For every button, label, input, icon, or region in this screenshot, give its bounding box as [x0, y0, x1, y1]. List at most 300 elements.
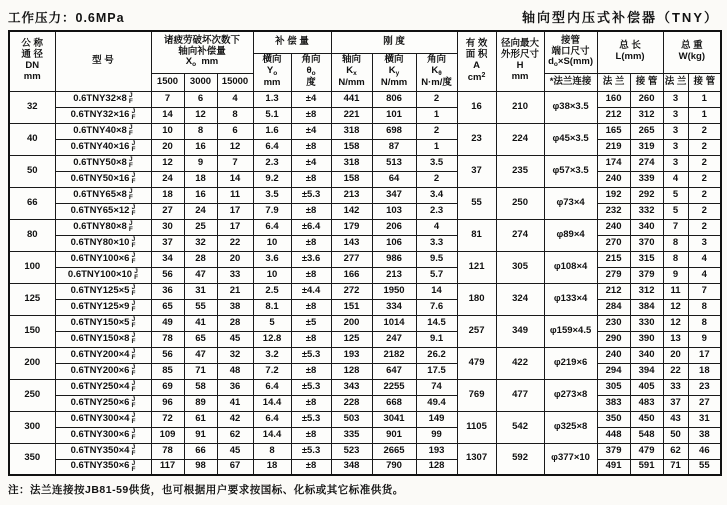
cell-y0: 18 [253, 459, 291, 475]
model-variant-mark [129, 157, 133, 169]
cell-ky: 3041 [372, 411, 416, 427]
model-variant-mark [131, 205, 135, 217]
cell-x1500: 36 [151, 283, 184, 299]
cell-y0: 12.8 [253, 331, 291, 347]
cell-x15000: 21 [217, 283, 253, 299]
model-variant-top: J [131, 108, 136, 115]
cell-x3000: 55 [184, 299, 217, 315]
cell-x15000: 14 [217, 171, 253, 187]
model-text: 0.6TNY40×16 [70, 140, 130, 152]
cell-ktheta: 2 [416, 171, 457, 187]
cell-model [55, 443, 151, 459]
model-variant-top: J [131, 316, 136, 323]
cell-pipe-end-size: φ219×6 [544, 347, 597, 379]
cell-radial-max-size: 592 [496, 443, 544, 475]
th-cycles-1500: 1500 [151, 73, 184, 91]
table-row [9, 427, 721, 443]
model-variant-bottom: F [131, 338, 136, 345]
cell-l-flange: 212 [597, 107, 630, 123]
model-variant-mark [131, 397, 135, 409]
model-variant-mark [131, 413, 135, 425]
cell-l-pipe: 483 [630, 395, 663, 411]
cell-ktheta: 2 [416, 123, 457, 139]
model-variant-bottom: F [131, 370, 136, 377]
cell-pipe-end-size: φ273×8 [544, 379, 597, 411]
cell-x3000: 6 [184, 91, 217, 107]
cell-kx: 335 [331, 427, 372, 443]
cell-l-flange: 279 [597, 267, 630, 283]
cell-ktheta: 17.5 [416, 363, 457, 379]
cell-dn: 100 [9, 251, 55, 283]
model-variant-bottom: F [131, 322, 136, 329]
model-variant-top: J [131, 412, 136, 419]
cell-ktheta: 7.6 [416, 299, 457, 315]
cell-l-pipe: 312 [630, 107, 663, 123]
cell-l-flange: 284 [597, 299, 630, 315]
th-stiffness-group: 刚 度 [331, 31, 457, 53]
cell-y0: 2.5 [253, 283, 291, 299]
model-text: 0.6TNY100×10 [67, 268, 133, 280]
cell-model [55, 219, 151, 235]
cell-x15000: 4 [217, 91, 253, 107]
table-row [9, 443, 721, 459]
th-cycles-3000: 3000 [184, 73, 217, 91]
cell-l-flange: 240 [597, 219, 630, 235]
cell-x3000: 98 [184, 459, 217, 475]
cell-x1500: 12 [151, 155, 184, 171]
cell-w-pipe: 31 [688, 411, 721, 427]
model-text: 0.6TNY125×5 [70, 284, 130, 296]
cell-y0: 8 [253, 443, 291, 459]
cell-theta0: ±3.6 [291, 251, 331, 267]
cell-kx: 158 [331, 171, 372, 187]
cell-w-pipe: 7 [688, 283, 721, 299]
model-text: 0.6TNY250×4 [70, 380, 130, 392]
cell-x1500: 20 [151, 139, 184, 155]
cell-w-flange: 9 [663, 267, 688, 283]
cell-model [55, 123, 151, 139]
table-row [9, 139, 721, 155]
table-row [9, 347, 721, 363]
cell-ky: 1950 [372, 283, 416, 299]
th-dn: 公 称 通 径 DN mm [9, 31, 55, 91]
cell-l-pipe: 292 [630, 187, 663, 203]
cell-x3000: 41 [184, 315, 217, 331]
model-variant-bottom: F [134, 274, 139, 281]
cell-x3000: 32 [184, 235, 217, 251]
cell-w-pipe: 8 [688, 315, 721, 331]
cell-y0: 7.2 [253, 363, 291, 379]
cell-w-flange: 3 [663, 91, 688, 107]
table-header [9, 31, 721, 91]
cell-kx: 193 [331, 347, 372, 363]
model-text: 0.6TNY350×6 [70, 460, 130, 472]
cell-pipe-end-size: φ377×10 [544, 443, 597, 475]
cell-model [55, 283, 151, 299]
table-row [9, 411, 721, 427]
cell-l-pipe: 370 [630, 235, 663, 251]
table-row [9, 283, 721, 299]
cell-model [55, 235, 151, 251]
th-length-pipe: 接 管 [630, 73, 663, 91]
model-variant-top: J [131, 300, 136, 307]
cell-ktheta: 3.4 [416, 187, 457, 203]
cell-radial-max-size: 250 [496, 187, 544, 219]
cell-model [55, 155, 151, 171]
cell-w-flange: 13 [663, 331, 688, 347]
table-row [9, 123, 721, 139]
cell-ky: 64 [372, 171, 416, 187]
cell-radial-max-size: 274 [496, 219, 544, 251]
model-text: 0.6TNY100×6 [70, 252, 130, 264]
cell-kx: 277 [331, 251, 372, 267]
cell-ky: 901 [372, 427, 416, 443]
cell-kx: 318 [331, 123, 372, 139]
cell-theta0: ±5.3 [291, 411, 331, 427]
cell-x1500: 72 [151, 411, 184, 427]
cell-dn: 80 [9, 219, 55, 251]
cell-w-pipe: 27 [688, 395, 721, 411]
model-variant-bottom: F [131, 114, 136, 121]
cell-x1500: 18 [151, 187, 184, 203]
cell-theta0: ±8 [291, 139, 331, 155]
cell-kx: 343 [331, 379, 372, 395]
model-variant-bottom: F [131, 450, 136, 457]
cell-theta0: ±8 [291, 459, 331, 475]
cell-x15000: 62 [217, 427, 253, 443]
model-text: 0.6TNY32×16 [70, 108, 130, 120]
cell-theta0: ±4 [291, 155, 331, 171]
cell-l-flange: 290 [597, 331, 630, 347]
cell-ktheta: 193 [416, 443, 457, 459]
cell-model [55, 299, 151, 315]
cell-model [55, 171, 151, 187]
model-variant-top: J [131, 332, 136, 339]
cell-y0: 2.3 [253, 155, 291, 171]
cell-x15000: 45 [217, 443, 253, 459]
cell-kx: 441 [331, 91, 372, 107]
cell-x3000: 16 [184, 139, 217, 155]
cell-kx: 179 [331, 219, 372, 235]
model-variant-top: J [131, 172, 136, 179]
model-variant-top: J [131, 140, 136, 147]
cell-x1500: 24 [151, 171, 184, 187]
cell-theta0: ±5.3 [291, 187, 331, 203]
table-row [9, 219, 721, 235]
cell-model [55, 347, 151, 363]
compensator-spec-table [8, 30, 722, 476]
cell-y0: 6.4 [253, 139, 291, 155]
cell-pipe-end-size: φ89×4 [544, 219, 597, 251]
cell-pipe-end-size: φ45×3.5 [544, 123, 597, 155]
cell-x3000: 12 [184, 107, 217, 123]
cell-l-pipe: 319 [630, 139, 663, 155]
cell-model [55, 363, 151, 379]
cell-w-pipe: 2 [688, 203, 721, 219]
cell-x3000: 66 [184, 443, 217, 459]
cell-ktheta: 5.7 [416, 267, 457, 283]
cell-x15000: 17 [217, 203, 253, 219]
cell-l-flange: 212 [597, 283, 630, 299]
model-variant-mark [129, 93, 133, 105]
th-flange-connection: *法兰连接 [544, 73, 597, 91]
working-pressure-label: 工作压力：0.6MPa [8, 11, 125, 25]
cell-ktheta: 2 [416, 91, 457, 107]
cell-dn: 50 [9, 155, 55, 187]
cell-w-flange: 12 [663, 315, 688, 331]
cell-x1500: 37 [151, 235, 184, 251]
cell-l-flange: 305 [597, 379, 630, 395]
cell-x3000: 65 [184, 331, 217, 347]
cell-w-flange: 43 [663, 411, 688, 427]
cell-dn: 150 [9, 315, 55, 347]
cell-ktheta: 99 [416, 427, 457, 443]
cell-x3000: 91 [184, 427, 217, 443]
cell-pipe-end-size: φ133×4 [544, 283, 597, 315]
cell-theta0: ±8 [291, 363, 331, 379]
cell-kx: 523 [331, 443, 372, 459]
cell-ky: 513 [372, 155, 416, 171]
cell-x1500: 7 [151, 91, 184, 107]
cell-x15000: 22 [217, 235, 253, 251]
cell-theta0: ±8 [291, 107, 331, 123]
cell-x3000: 47 [184, 347, 217, 363]
cell-w-flange: 37 [663, 395, 688, 411]
cell-kx: 272 [331, 283, 372, 299]
cell-model [55, 315, 151, 331]
model-variant-mark [134, 269, 138, 281]
cell-l-pipe: 390 [630, 331, 663, 347]
model-variant-mark [131, 381, 135, 393]
cell-pipe-end-size: φ57×3.5 [544, 155, 597, 187]
cell-theta0: ±6.4 [291, 219, 331, 235]
cell-w-flange: 12 [663, 299, 688, 315]
cell-w-flange: 8 [663, 251, 688, 267]
model-text: 0.6TNY80×10 [70, 236, 130, 248]
cell-x15000: 11 [217, 187, 253, 203]
cell-dn: 125 [9, 283, 55, 315]
cell-ktheta: 149 [416, 411, 457, 427]
table-row [9, 363, 721, 379]
cell-x3000: 47 [184, 267, 217, 283]
model-variant-top: J [128, 220, 133, 227]
cell-x3000: 71 [184, 363, 217, 379]
cell-w-pipe: 18 [688, 363, 721, 379]
cell-l-flange: 350 [597, 411, 630, 427]
table-row [9, 251, 721, 267]
top-bar [8, 7, 719, 26]
model-variant-bottom: F [131, 178, 136, 185]
model-variant-top: J [131, 236, 136, 243]
th-weight-flange: 法 兰 [663, 73, 688, 91]
cell-model [55, 395, 151, 411]
cell-w-pipe: 4 [688, 267, 721, 283]
model-text: 0.6TNY40×8 [73, 124, 127, 136]
cell-w-pipe: 38 [688, 427, 721, 443]
cell-y0: 6.4 [253, 379, 291, 395]
cell-ky: 206 [372, 219, 416, 235]
cell-dn: 32 [9, 91, 55, 123]
cell-ky: 2182 [372, 347, 416, 363]
th-axial-stiffness: 轴向 $K_x$ N/mm [331, 53, 372, 91]
model-variant-bottom: F [131, 258, 136, 265]
cell-model [55, 187, 151, 203]
cell-x1500: 56 [151, 347, 184, 363]
cell-effective-area: 180 [457, 283, 496, 315]
model-variant-bottom: F [131, 386, 136, 393]
model-variant-bottom: F [131, 465, 136, 473]
cell-theta0: ±8 [291, 203, 331, 219]
cell-effective-area: 81 [457, 219, 496, 251]
cell-w-pipe: 2 [688, 139, 721, 155]
cell-x15000: 38 [217, 299, 253, 315]
model-variant-top: J [131, 428, 136, 435]
cell-theta0: ±5.3 [291, 379, 331, 395]
cell-effective-area: 55 [457, 187, 496, 219]
model-variant-bottom: F [131, 306, 136, 313]
table-row [9, 331, 721, 347]
cell-dn: 200 [9, 347, 55, 379]
th-radial-max-size: 径向最大 外形尺寸 H mm [496, 31, 544, 91]
cell-w-flange: 5 [663, 203, 688, 219]
cell-y0: 5 [253, 315, 291, 331]
model-variant-top: J [128, 156, 133, 163]
cell-y0: 3.5 [253, 187, 291, 203]
cell-l-pipe: 548 [630, 427, 663, 443]
table-row [9, 155, 721, 171]
model-variant-bottom: F [131, 434, 136, 441]
table-row [9, 315, 721, 331]
cell-w-pipe: 17 [688, 347, 721, 363]
cell-l-flange: 240 [597, 171, 630, 187]
cell-ktheta: 1 [416, 139, 457, 155]
cell-l-flange: 270 [597, 235, 630, 251]
cell-dn: 350 [9, 443, 55, 475]
model-text: 0.6TNY350×4 [70, 444, 130, 456]
cell-ky: 347 [372, 187, 416, 203]
cell-x15000: 17 [217, 219, 253, 235]
cell-l-flange: 165 [597, 123, 630, 139]
cell-w-flange: 7 [663, 219, 688, 235]
cell-l-pipe: 479 [630, 443, 663, 459]
cell-model [55, 331, 151, 347]
cell-l-flange: 448 [597, 427, 630, 443]
model-variant-bottom: F [131, 402, 136, 409]
model-variant-top: J [134, 268, 138, 275]
cell-w-flange: 62 [663, 443, 688, 459]
model-variant-mark [131, 301, 135, 313]
model-variant-top: J [128, 188, 133, 195]
cell-w-flange: 50 [663, 427, 688, 443]
model-text: 0.6TNY300×6 [70, 428, 130, 440]
th-lateral-compensation: 横向 $Y_o$ mm [253, 53, 291, 91]
cell-x1500: 65 [151, 299, 184, 315]
model-variant-mark [131, 461, 135, 473]
cell-w-flange: 8 [663, 235, 688, 251]
cell-w-flange: 33 [663, 379, 688, 395]
table-row [9, 187, 721, 203]
cell-kx: 142 [331, 203, 372, 219]
cell-theta0: ±5.3 [291, 443, 331, 459]
cell-l-pipe: 340 [630, 347, 663, 363]
model-variant-top: J [131, 380, 136, 387]
table-row [9, 459, 721, 475]
cell-ktheta: 9.1 [416, 331, 457, 347]
cell-x1500: 78 [151, 331, 184, 347]
cell-ky: 103 [372, 203, 416, 219]
cell-ky: 87 [372, 139, 416, 155]
cell-model [55, 251, 151, 267]
cell-l-flange: 383 [597, 395, 630, 411]
cell-l-pipe: 265 [630, 123, 663, 139]
cell-l-pipe: 312 [630, 283, 663, 299]
cell-effective-area: 479 [457, 347, 496, 379]
cell-y0: 8.1 [253, 299, 291, 315]
cell-l-pipe: 340 [630, 219, 663, 235]
table-row [9, 267, 721, 283]
cell-effective-area: 16 [457, 91, 496, 123]
cell-model [55, 427, 151, 443]
cell-l-flange: 215 [597, 251, 630, 267]
model-variant-top: J [131, 444, 136, 451]
cell-x1500: 49 [151, 315, 184, 331]
cell-w-pipe: 2 [688, 171, 721, 187]
model-variant-mark [131, 445, 135, 457]
cell-ky: 986 [372, 251, 416, 267]
cell-ktheta: 14.5 [416, 315, 457, 331]
cell-model [55, 107, 151, 123]
cell-w-flange: 3 [663, 139, 688, 155]
cell-ky: 101 [372, 107, 416, 123]
cell-kx: 151 [331, 299, 372, 315]
cell-y0: 9.2 [253, 171, 291, 187]
cell-w-pipe: 3 [688, 235, 721, 251]
cell-theta0: ±4.4 [291, 283, 331, 299]
cell-x3000: 61 [184, 411, 217, 427]
model-variant-mark [131, 429, 135, 441]
cell-ktheta: 74 [416, 379, 457, 395]
th-lateral-stiffness: 横向 $K_y$ N/mm [372, 53, 416, 91]
cell-ktheta: 4 [416, 219, 457, 235]
cell-kx: 228 [331, 395, 372, 411]
cell-l-pipe: 384 [630, 299, 663, 315]
cell-kx: 200 [331, 315, 372, 331]
cell-pipe-end-size: φ73×4 [544, 187, 597, 219]
cell-pipe-end-size: φ159×4.5 [544, 315, 597, 347]
cell-x3000: 24 [184, 203, 217, 219]
table-row [9, 107, 721, 123]
cell-w-pipe: 1 [688, 107, 721, 123]
cell-w-flange: 20 [663, 347, 688, 363]
cell-radial-max-size: 210 [496, 91, 544, 123]
model-variant-mark [131, 317, 135, 329]
table-row [9, 235, 721, 251]
cell-ky: 106 [372, 235, 416, 251]
cell-x15000: 32 [217, 347, 253, 363]
cell-radial-max-size: 542 [496, 411, 544, 443]
cell-x1500: 30 [151, 219, 184, 235]
cell-l-pipe: 315 [630, 251, 663, 267]
model-text: 0.6TNY80×8 [73, 220, 127, 232]
cell-x15000: 33 [217, 267, 253, 283]
cell-kx: 143 [331, 235, 372, 251]
cell-y0: 1.6 [253, 123, 291, 139]
th-pipe-end-size: 接管 端口尺寸 $d_o\times S(mm)$ [544, 31, 597, 73]
cell-x1500: 109 [151, 427, 184, 443]
model-text: 0.6TNY150×5 [70, 316, 130, 328]
cell-ktheta: 128 [416, 459, 457, 475]
cell-l-flange: 232 [597, 203, 630, 219]
